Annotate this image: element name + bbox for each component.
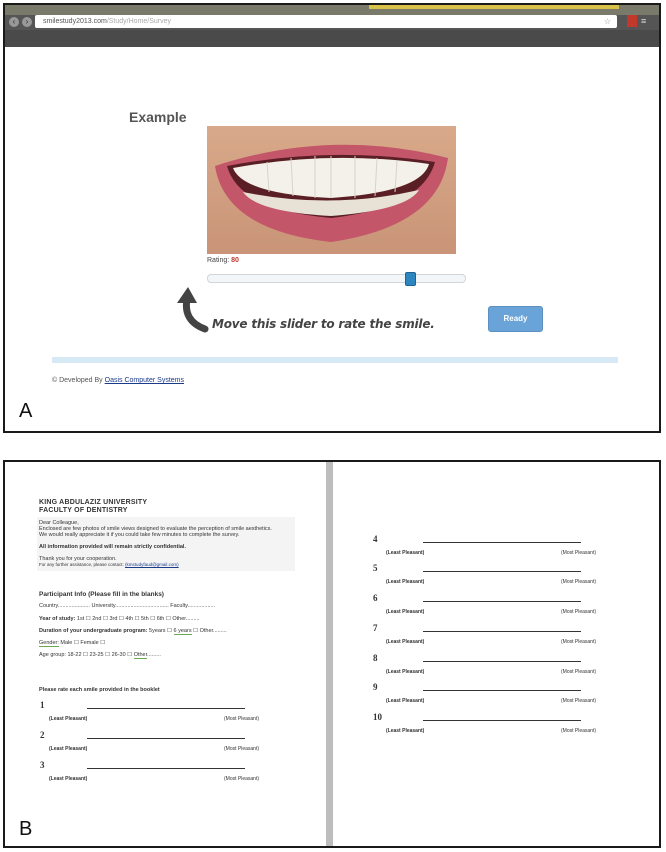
most-pleasant-label: (Most Pleasant) [561,669,597,675]
rating-line[interactable] [423,631,581,632]
panel-a-survey-screenshot [3,3,661,433]
rating-line[interactable] [423,661,581,662]
most-pleasant-label: (Most Pleasant) [561,579,597,585]
university-name: KING ABDULAZIZ UNIVERSITY [39,499,148,506]
duration-option: Other [199,628,214,634]
least-pleasant-label: (Least Pleasant) [386,579,425,585]
university-label: University [91,603,116,609]
most-pleasant-label: (Most Pleasant) [561,609,597,615]
panel-b-survey-booklet [3,460,661,848]
item-number: 10 [373,712,382,722]
item-number: 4 [373,534,378,544]
age-option: 23-25 [89,652,104,658]
most-pleasant-label: (Most Pleasant) [561,639,597,645]
rating-readout [207,257,239,264]
rating-line[interactable] [87,768,245,769]
rating-line[interactable] [423,542,581,543]
curved-arrow-icon [177,285,211,333]
browser-title-highlight [369,5,619,9]
least-pleasant-label: (Least Pleasant) [386,728,425,734]
age-label: Age group: [39,652,66,658]
rating-value: 80 [231,257,239,264]
item-number: 7 [373,623,378,633]
faculty-label: Faculty [170,603,188,609]
footer [52,377,184,384]
contact-email[interactable]: (kmstudyfaud@gmail.com) [125,562,179,567]
rating-line[interactable] [87,708,245,709]
duration-option: 6 years [173,628,192,634]
browser-toolbar-strip [5,30,659,47]
age-row: Age group: 18-22 ☐ 23-25 ☐ 26-30 ☐ Other......... [39,652,161,658]
rating-line[interactable] [87,738,245,739]
age-option: Other [133,652,148,658]
faculty-name: FACULTY OF DENTISTRY [39,507,128,514]
booklet-page-left [35,462,295,846]
gender-label: Gender: [39,640,59,646]
rating-slider[interactable] [207,274,466,283]
year-option: 6th [156,616,165,622]
least-pleasant-label: (Least Pleasant) [386,550,425,556]
url-domain: smilestudy2013.com [43,18,107,25]
ready-button[interactable]: Ready [488,306,543,332]
rating-line[interactable] [423,601,581,602]
rating-line[interactable] [423,571,581,572]
url-bar[interactable] [35,15,617,28]
least-pleasant-label: (Least Pleasant) [49,716,88,722]
bookmark-star-icon[interactable]: ☆ [603,17,611,26]
extension-icon[interactable] [627,15,637,27]
item-number: 8 [373,653,378,663]
gender-option: Male [60,640,73,646]
rate-instruction: Please rate each smile provided in the booklet [39,687,160,693]
example-title: Example [129,109,187,125]
least-pleasant-label: (Least Pleasant) [386,609,425,615]
year-label: Year of study: [39,616,76,622]
slider-thumb[interactable] [405,272,416,286]
gender-row: Gender: Male ☐ Female ☐ [39,640,106,646]
most-pleasant-label: (Most Pleasant) [561,698,597,704]
item-number: 9 [373,682,378,692]
rating-label: Rating: [207,257,230,264]
age-option: 26-30 [111,652,126,658]
year-row: Year of study: 1st ☐ 2nd ☐ 3rd ☐ 4th ☐ 5th ☐ 6th ☐ Other......... [39,616,200,622]
page-gutter [326,462,333,846]
forward-icon[interactable]: › [22,17,32,27]
footer-divider [52,357,618,363]
least-pleasant-label: (Least Pleasant) [386,698,425,704]
most-pleasant-label: (Most Pleasant) [224,776,260,782]
contact-prefix: For any further assistance, please contact: [39,562,124,567]
item-number: 3 [40,760,45,770]
least-pleasant-label: (Least Pleasant) [386,669,425,675]
footer-prefix: © Developed By [52,377,103,384]
item-number: 2 [40,730,45,740]
url-path: /Study/Home/Survey [106,18,172,25]
contact-line [39,562,179,569]
most-pleasant-label: (Most Pleasant) [561,550,597,556]
rating-line[interactable] [423,720,581,721]
most-pleasant-label: (Most Pleasant) [224,746,260,752]
rating-line[interactable] [423,690,581,691]
item-number: 5 [373,563,378,573]
country-row: Country..................... University................................... Faculty.................. [39,603,216,609]
intro-line-2: We would really appreciate it if you could take few minutes to complete the survey. [39,532,240,538]
age-option: 18-22 [67,652,82,658]
intro-line-1: Enclosed are few photos of smile views designed to evaluate the perception of smile aesthetics. [39,526,272,532]
booklet-page-right [368,462,608,846]
item-number: 6 [373,593,378,603]
confidential-notice: All information provided will remain strictly confidential. [39,544,186,550]
year-option: 5th [141,616,149,622]
most-pleasant-label: (Most Pleasant) [224,716,260,722]
year-option: Other [172,616,186,622]
menu-icon[interactable]: ≡ [641,16,647,26]
gender-option: Female [80,640,99,646]
smile-photo [207,126,456,254]
year-option: 2nd [92,616,102,622]
least-pleasant-label: (Least Pleasant) [386,639,425,645]
least-pleasant-label: (Least Pleasant) [49,776,88,782]
duration-row: Duration of your undergraduate program: 5years ☐ 6 years ☐ Other......... [39,628,227,634]
developer-link[interactable]: Oasis Computer Systems [104,377,184,384]
year-option: 1st [76,616,85,622]
year-option: 4th [125,616,134,622]
thanks: Thank you for your cooperation. [39,556,117,562]
duration-option: 5years [149,628,166,634]
panel-label-b: B [19,818,33,840]
country-label: Country [39,603,58,609]
duration-label: Duration of your undergraduate program: [39,628,148,634]
greeting: Dear Colleague, [39,520,79,526]
most-pleasant-label: (Most Pleasant) [561,728,597,734]
slider-hint: Move this slider to rate the smile. [212,317,435,331]
panel-label-a: A [19,400,33,422]
least-pleasant-label: (Least Pleasant) [49,746,88,752]
year-option: 3rd [109,616,118,622]
browser-chrome [5,5,659,47]
item-number: 1 [40,700,45,710]
participant-heading: Participant Info (Please fill in the blanks) [39,591,164,598]
back-icon[interactable]: ‹ [9,17,19,27]
